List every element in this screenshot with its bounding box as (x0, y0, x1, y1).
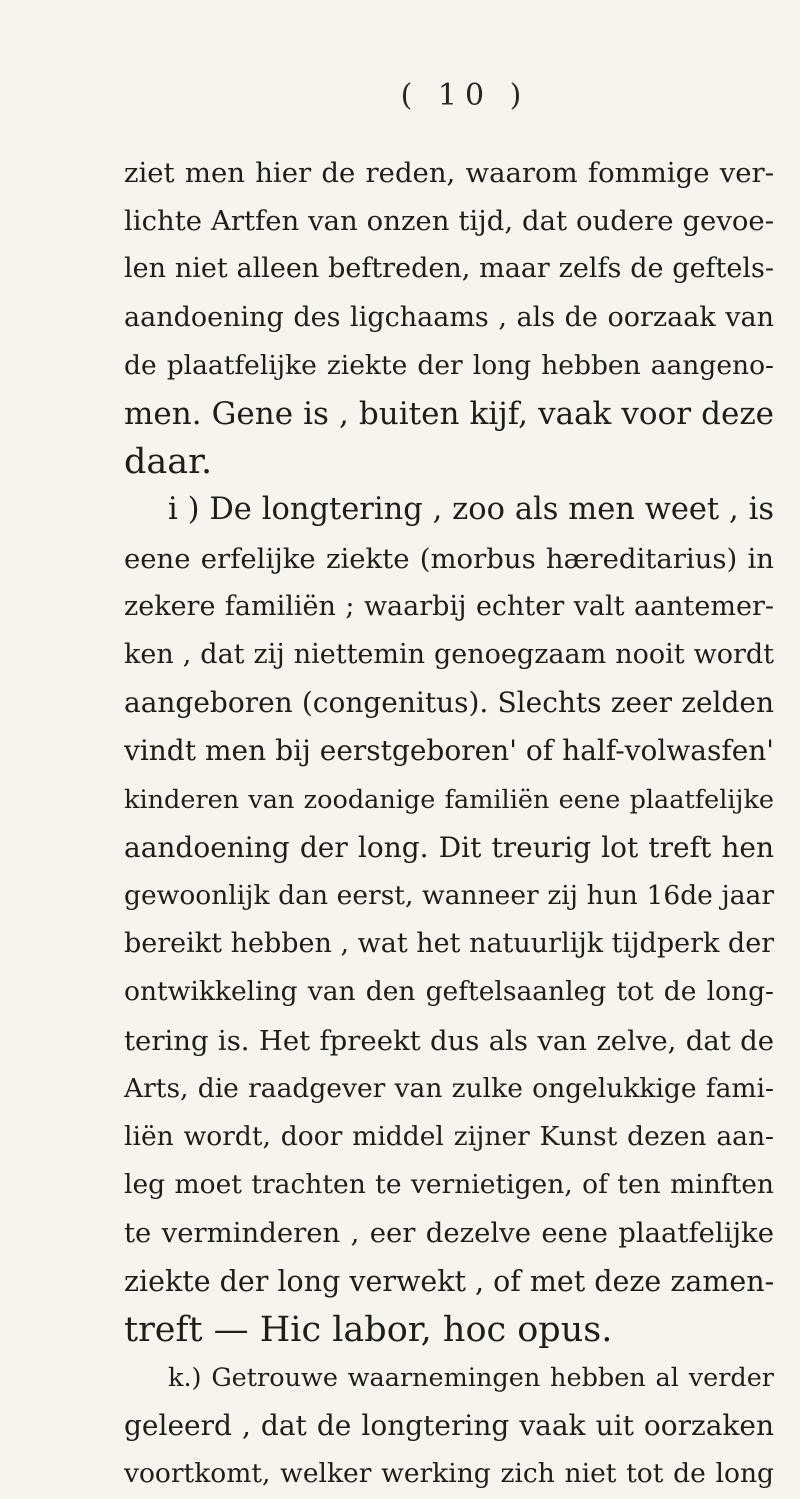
text-line: ken , dat zij niettemin genoegzaam nooit wordt (124, 639, 774, 671)
text-line: eene erfelijke ziekte (morbus hæreditarius) in (124, 542, 774, 575)
text-line: aandoening der long. Dit treurig lot treft hen (124, 830, 774, 864)
text-line: gewoonlijk dan eerst, wanneer zij hun 16de jaar (124, 880, 774, 912)
text-line: kinderen van zoodanige familiën eene plaatfelijke (124, 784, 774, 815)
text-line: Arts, die raadgever van zulke ongelukkige fami- (124, 1072, 774, 1104)
text-line: aandoening des ligchaams , als de oorzaak van (124, 301, 774, 333)
text-line: ziekte der long verwekt , of met deze zamen- (124, 1264, 774, 1298)
text-line: zekere familiën ; waarbij echter valt aantemer- (124, 590, 774, 622)
text-line: vindt men bij eerstgeboren' of half-volwasfen' (124, 734, 774, 768)
text-line: daar. (124, 442, 213, 483)
footnote-i-line: i ) De longtering , zoo als men weet , is (168, 492, 774, 528)
text-line: tering is. Het fpreekt dus als van zelve, dat de (124, 1024, 774, 1057)
text-line: lichte Artfen van onzen tijd, dat oudere gevoe- (124, 205, 774, 238)
page-number: ( 10 ) (400, 78, 530, 113)
text-line: ontwikkeling van den geftelsaanleg tot de long- (124, 976, 774, 1008)
text-line: te verminderen , eer dezelve eene plaatfelijke (124, 1217, 774, 1250)
footnote-k-line: k.) Getrouwe waarnemingen hebben al verder (168, 1363, 774, 1394)
text-line: voortkomt, welker werking zich niet tot de long (124, 1458, 774, 1490)
text-line: ziet men hier de reden, waarom fommige ver- (124, 157, 774, 189)
text-line: geleerd , dat de longtering vaak uit oorzaken (124, 1409, 774, 1443)
body-text (124, 149, 774, 1499)
text-line: aangeboren (congenitus). Slechts zeer zelden (124, 686, 774, 720)
text-line: treft — Hic labor, hoc opus. (124, 1309, 613, 1350)
text-line: len niet alleen beftreden, maar zelfs de geftels- (124, 253, 774, 285)
text-line: leg moet trachten te vernietigen, of ten minften (124, 1169, 774, 1201)
text-line: bereikt hebben , wat het natuurlijk tijdperk der (124, 928, 774, 960)
text-line: de plaatfelijke ziekte der long hebben aangeno- (124, 349, 774, 381)
text-line: men. Gene is , buiten kijf, vaak voor deze (124, 396, 774, 433)
text-line: liën wordt, door middel zijner Kunst dezen aan- (124, 1121, 774, 1153)
